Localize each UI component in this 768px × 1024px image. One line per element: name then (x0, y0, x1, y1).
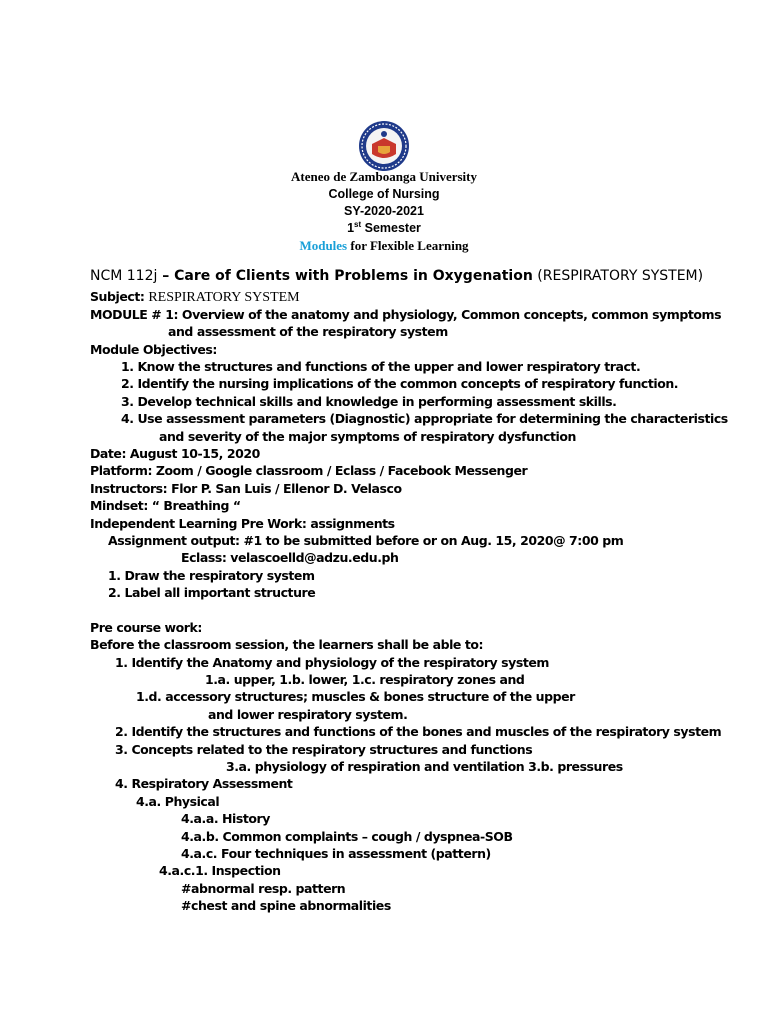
assessment-subitem: 4.a.a. History (181, 811, 270, 826)
platform-line: Platform: Zoom / Google classroom / Eclass / Facebook Messenger (90, 463, 528, 478)
semester: 1st Semester (347, 219, 421, 235)
university-seal-logo (358, 120, 410, 172)
task-item: 1. Draw the respiratory system (108, 568, 315, 583)
precourse-subitem: 1.a. upper, 1.b. lower, 1.c. respiratory zones and (205, 672, 525, 687)
precourse-item: 2. Identify the structures and functions of the bones and muscles of the respiratory system (115, 724, 722, 739)
task-item: 2. Label all important structure (108, 585, 316, 600)
mindset-line: Mindset: “ Breathing “ (90, 498, 241, 513)
objective-item: 1. Know the structures and functions of the upper and lower respiratory tract. (121, 359, 641, 374)
eclass-email: Eclass: velascoelld@adzu.edu.ph (181, 550, 399, 565)
instructors-line: Instructors: Flor P. San Luis / Ellenor D. Velasco (90, 481, 402, 496)
module-title: MODULE # 1: Overview of the anatomy and physiology, Common concepts, common symptoms (90, 307, 722, 322)
precourse-subitem-cont: and lower respiratory system. (208, 707, 408, 722)
modules-title: Modules for Flexible Learning (299, 238, 469, 253)
assessment-subitem: #abnormal resp. pattern (181, 881, 346, 896)
precourse-subitem: 1.d. accessory structures; muscles & bones structure of the upper (136, 689, 575, 704)
school-year: SY-2020-2021 (344, 204, 424, 218)
objective-item: 4. Use assessment parameters (Diagnostic) appropriate for determining the characteristics (121, 411, 728, 426)
assignment-output: Assignment output: #1 to be submitted before or on Aug. 15, 2020@ 7:00 pm (108, 533, 624, 548)
objective-item-cont: and severity of the major symptoms of respiratory dysfunction (159, 429, 576, 444)
prework-heading: Independent Learning Pre Work: assignments (90, 516, 395, 531)
objectives-heading: Module Objectives: (90, 342, 217, 357)
college-name: College of Nursing (328, 187, 440, 201)
assessment-subitem: 4.a.c. Four techniques in assessment (pattern) (181, 846, 491, 861)
precourse-item: 1. Identify the Anatomy and physiology of the respiratory system (115, 655, 549, 670)
precourse-item: 3. Concepts related to the respiratory structures and functions (115, 742, 533, 757)
course-title: NCM 112j – Care of Clients with Problems in Oxygenation (RESPIRATORY SYSTEM) (90, 268, 704, 284)
objective-item: 2. Identify the nursing implications of the common concepts of respiratory function. (121, 376, 679, 391)
precourse-item: 4. Respiratory Assessment (115, 776, 293, 791)
assessment-subitem: 4.a. Physical (136, 794, 220, 809)
precourse-subitem: 3.a. physiology of respiration and ventilation 3.b. pressures (226, 759, 623, 774)
precourse-heading: Pre course work: (90, 620, 202, 635)
module-title-cont: and assessment of the respiratory system (168, 324, 448, 339)
university-name: Ateneo de Zamboanga University (291, 169, 477, 184)
date-line: Date: August 10-15, 2020 (90, 446, 260, 461)
objective-item: 3. Develop technical skills and knowledge in performing assessment skills. (121, 394, 617, 409)
subject-line: Subject: RESPIRATORY SYSTEM (90, 289, 300, 305)
assessment-subitem: 4.a.c.1. Inspection (159, 863, 281, 878)
assessment-subitem: 4.a.b. Common complaints – cough / dyspnea-SOB (181, 829, 513, 844)
precourse-intro: Before the classroom session, the learners shall be able to: (90, 637, 484, 652)
assessment-subitem: #chest and spine abnormalities (181, 898, 391, 913)
